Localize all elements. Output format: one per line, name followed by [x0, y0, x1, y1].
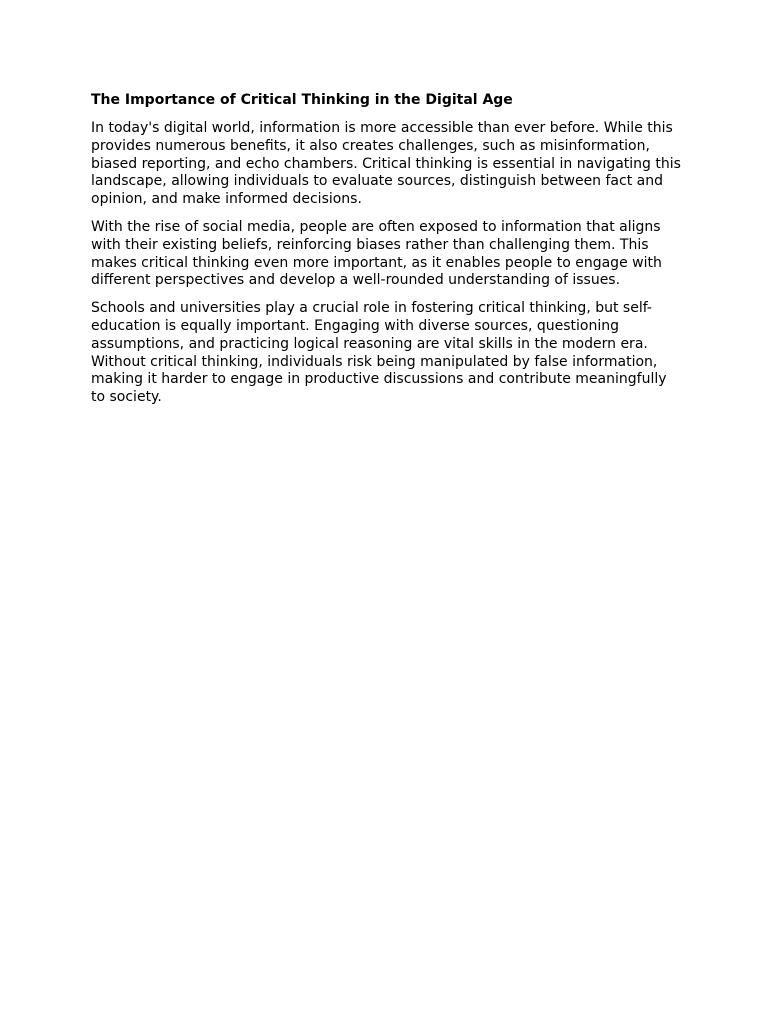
document-title: The Importance of Critical Thinking in the Digital Age [91, 92, 513, 108]
document-body [91, 91, 685, 417]
paragraph-2: With the rise of social media, people are often exposed to information that aligns with their existing beliefs, reinforcing biases rather than challenging them. This makes critical thinking even more important, as it enables people to engage with different perspectives and develop a well-rounded understanding of issues. [91, 218, 662, 289]
paragraph-1: In today's digital world, information is more accessible than ever before. While this provides numerous benefits, it also creates challenges, such as misinformation, biased reporting, and echo chambers. Critical thinking is essential in navigating this landscape, allowing individuals to evaluate sources, distinguish between fact and opinion, and make informed decisions. [91, 120, 681, 208]
paragraph-3: Schools and universities play a crucial role in fostering critical thinking, but self-education is equally important. Engaging with diverse sources, questioning assumptions, and practicing logical reasoning are vital skills in the modern era. Without critical thinking, individuals risk being manipulated by false information, making it harder to engage in productive discussions and contribute meaningfully to society. [91, 300, 667, 406]
